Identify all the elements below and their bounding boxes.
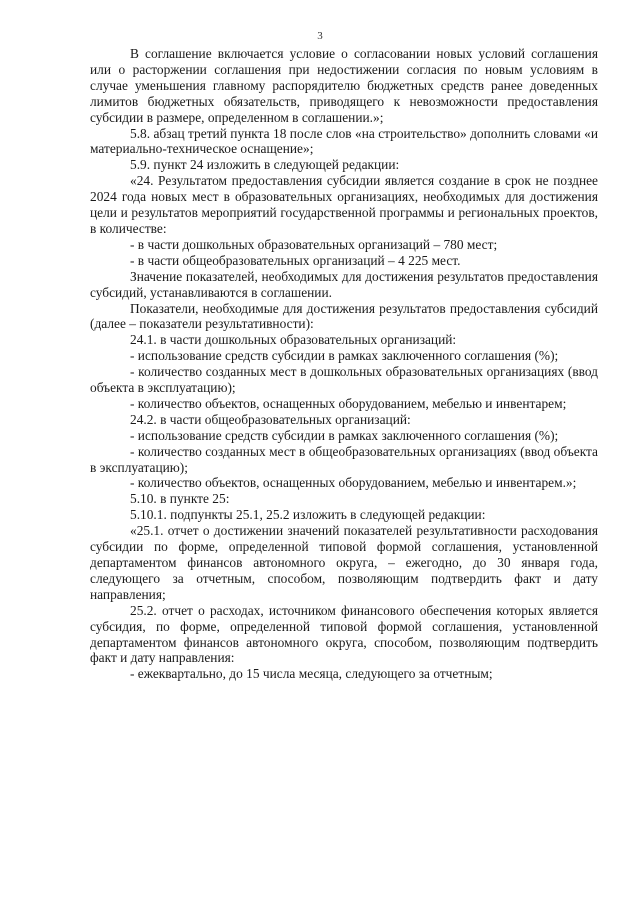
paragraph: 5.10. в пункте 25: [130,491,230,507]
paragraph: - ежеквартально, до 15 числа месяца, следующего за отчетным; [130,666,493,682]
paragraph: Значение показателей, необходимых для достижения результатов предоставления субсидий, устанавливаются в соглашении. [90,268,598,300]
paragraph: - использование средств субсидии в рамках заключенного соглашения (%); [130,427,559,443]
paragraph: 25.2. отчет о расходах, источником финансового обеспечения которых является субсидия, по форме, определенной типовой формой соглашения, установленной департаментом финансов автономного округа, способом, позволяющим подтвердить факт и дату направления: [90,602,598,666]
paragraph: - использование средств субсидии в рамках заключенного соглашения (%); [130,348,559,364]
paragraph: 24.2. в части общеобразовательных организаций: [130,411,411,427]
paragraph: Показатели, необходимые для достижения результатов предоставления субсидий (далее – показатели результативности): [90,300,598,332]
paragraph: «24. Результатом предоставления субсидии является создание в срок не позднее 2024 года новых мест в образовательных организациях, необходимых для достижения цели и результатов мероприятий государственной программы и региональных проектов, в количестве: [90,173,598,236]
paragraph: - количество объектов, оснащенных оборудованием, мебелью и инвентарем; [130,395,567,411]
document-body [90,46,598,682]
page-number: 3 [317,30,323,42]
paragraph: В соглашение включается условие о согласовании новых условий соглашения или о расторжении соглашения при недостижении согласия по новым условиям в случае уменьшения главному распорядителю бюджетных средств ранее доведенных лимитов бюджетных обязательств, приводящего к невозможности предоставления субсидии в размере, определенном в соглашении.»; [90,46,598,125]
paragraph: «25.1. отчет о достижении значений показателей результативности расходования субсидии по форме, определенной типовой формой соглашения, установленной департаментом финансов автономного округа, – ежегодно, до 30 января года, следующего за отчетным, способом, позволяющим подтвердить факт и дату направления; [90,523,598,602]
paragraph: - в части дошкольных образовательных организаций – 780 мест; [130,236,498,252]
paragraph: 5.8. абзац третий пункта 18 после слов «на строительство» дополнить словами «и материально-техническое оснащение»; [90,125,598,157]
paragraph: - количество объектов, оснащенных оборудованием, мебелью и инвентарем.»; [130,475,577,491]
paragraph: 24.1. в части дошкольных образовательных организаций: [130,332,457,348]
paragraph: 5.10.1. подпункты 25.1, 25.2 изложить в следующей редакции: [130,507,486,523]
paragraph: 5.9. пункт 24 изложить в следующей редакции: [130,157,400,173]
paragraph: - в части общеобразовательных организаций – 4 225 мест. [130,252,461,268]
paragraph: - количество созданных мест в общеобразовательных организациях (ввод объекта в эксплуатацию); [90,443,598,475]
paragraph: - количество созданных мест в дошкольных образовательных организациях (ввод объекта в эксплуатацию); [90,364,598,396]
